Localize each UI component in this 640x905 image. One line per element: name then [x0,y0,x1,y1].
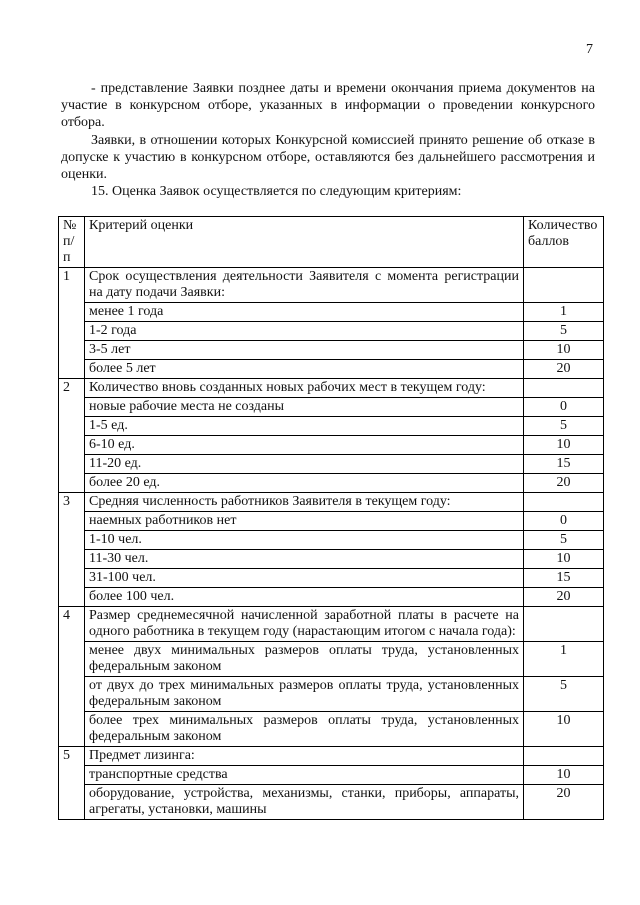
criterion-points-empty [524,493,604,512]
criterion-group-row [59,493,604,512]
option-label: 11-30 чел. [85,550,524,569]
header-num: № п/п [59,217,85,268]
criterion-number: 4 [59,607,85,747]
criterion-number: 5 [59,747,85,820]
option-points: 15 [524,569,604,588]
option-points: 10 [524,712,604,747]
option-label: транспортные средства [85,766,524,785]
option-points: 5 [524,677,604,712]
table-row [59,588,604,607]
option-label: 11-20 ед. [85,455,524,474]
header-points: Количество баллов [524,217,604,268]
option-points: 20 [524,588,604,607]
table-row [59,712,604,747]
criterion-number: 1 [59,268,85,379]
option-points: 20 [524,474,604,493]
table-row [59,550,604,569]
criteria-table [58,216,604,820]
option-label: менее двух минимальных размеров оплаты труда, установленных федеральным законом [85,642,524,677]
option-points: 20 [524,785,604,820]
criterion-points-empty [524,607,604,642]
option-label: 6-10 ед. [85,436,524,455]
criterion-number: 2 [59,379,85,493]
option-label: от двух до трех минимальных размеров оплаты труда, установленных федеральным законом [85,677,524,712]
option-points: 5 [524,531,604,550]
option-points: 10 [524,766,604,785]
table-row [59,531,604,550]
option-label: 1-2 года [85,322,524,341]
option-label: 31-100 чел. [85,569,524,588]
option-points: 20 [524,360,604,379]
table-row [59,677,604,712]
table-row [59,642,604,677]
option-points: 10 [524,341,604,360]
option-label: более 5 лет [85,360,524,379]
table-row [59,512,604,531]
option-label: 1-10 чел. [85,531,524,550]
table-row [59,455,604,474]
criterion-group-row [59,607,604,642]
table-header-row [59,217,604,268]
criterion-title: Предмет лизинга: [85,747,524,766]
criteria-table-body [59,268,604,820]
criterion-number: 3 [59,493,85,607]
criterion-group-row [59,379,604,398]
criterion-title: Средняя численность работников Заявителя в текущем году: [85,493,524,512]
table-row [59,785,604,820]
table-row [59,360,604,379]
option-points: 1 [524,642,604,677]
criterion-group-row [59,747,604,766]
table-row [59,474,604,493]
option-label: более 100 чел. [85,588,524,607]
option-points: 0 [524,512,604,531]
header-criterion: Критерий оценки [85,217,524,268]
option-points: 15 [524,455,604,474]
option-points: 10 [524,550,604,569]
page-number: 7 [586,42,593,57]
table-row [59,303,604,322]
paragraph-rejected-applications: Заявки, в отношении которых Конкурсной комиссией принято решение об отказе в допуске к участию в конкурсном отборе, оставляются без дальнейшего рассмотрения и оценки. [61,133,595,182]
option-label: новые рабочие места не созданы [85,398,524,417]
criterion-points-empty [524,268,604,303]
option-label: 1-5 ед. [85,417,524,436]
option-points: 1 [524,303,604,322]
option-points: 5 [524,417,604,436]
table-row [59,417,604,436]
table-row [59,341,604,360]
paragraph-late-submission: - представление Заявки позднее даты и времени окончания приема документов на участие в конкурсном отборе, указанных в информации о проведении конкурсного отбора. [61,81,595,130]
option-label: более 20 ед. [85,474,524,493]
option-points: 5 [524,322,604,341]
criterion-title: Количество вновь созданных новых рабочих мест в текущем году: [85,379,524,398]
criterion-points-empty [524,379,604,398]
option-points: 0 [524,398,604,417]
option-points: 10 [524,436,604,455]
table-row [59,766,604,785]
table-row [59,436,604,455]
option-label: 3-5 лет [85,341,524,360]
table-row [59,398,604,417]
option-label: наемных работников нет [85,512,524,531]
criterion-title: Срок осуществления деятельности Заявителя с момента регистрации на дату подачи Заявки: [85,268,524,303]
criterion-group-row [59,268,604,303]
paragraph-criteria-intro: 15. Оценка Заявок осуществляется по следующим критериям: [91,184,462,199]
option-label: менее 1 года [85,303,524,322]
criterion-title: Размер среднемесячной начисленной заработной платы в расчете на одного работника в текущем году (нарастающим итогом с начала года): [85,607,524,642]
option-label: оборудование, устройства, механизмы, станки, приборы, аппараты, агрегаты, установки, машины [85,785,524,820]
table-row [59,322,604,341]
option-label: более трех минимальных размеров оплаты труда, установленных федеральным законом [85,712,524,747]
table-row [59,569,604,588]
criterion-points-empty [524,747,604,766]
